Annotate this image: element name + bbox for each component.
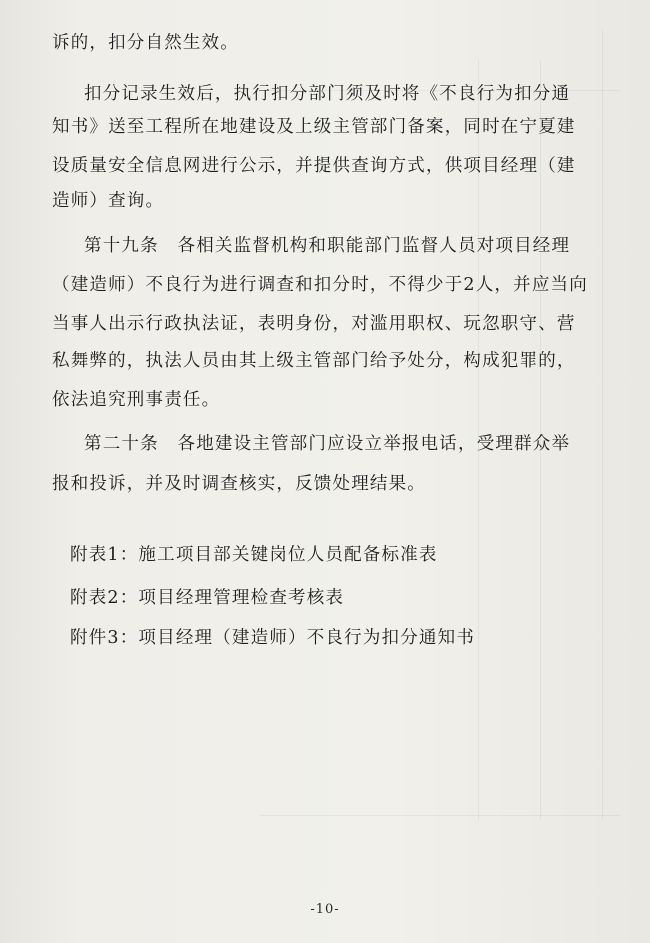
article-20-line: 第二十条 各地建设主管部门应设立举报电话，受理群众举 [84,434,571,454]
paragraph-line: 知书》送至工程所在地建设及上级主管部门备案，同时在宁夏建 [52,117,576,137]
article-20-line: 报和投诉，并及时调查核实，反馈处理结果。 [52,474,426,494]
article-19-line: 依法追究刑事责任。 [52,390,221,410]
paragraph-line: 扣分记录生效后，执行扣分部门须及时将《不良行为扣分通 [84,84,571,104]
bleed-through-line [602,30,603,820]
paragraph-line: 诉的，扣分自然生效。 [52,33,239,53]
article-19-line: 第十九条 各相关监督机构和职能部门监督人员对项目经理 [84,236,571,256]
paragraph-line: 造师）查询。 [52,191,165,211]
bleed-through-line [260,815,620,816]
attachment-item: 附表1：施工项目部关键岗位人员配备标准表 [70,545,438,565]
attachment-item: 附表2：项目经理管理检查考核表 [70,588,345,608]
attachment-item: 附件3：项目经理（建造师）不良行为扣分通知书 [70,628,476,648]
page-number: -10- [310,902,340,917]
article-19-line: 私舞弊的，执法人员由其上级主管部门给予处分，构成犯罪的， [52,351,576,371]
article-19-line: 当事人出示行政执法证，表明身份，对滥用职权、玩忽职守、营 [52,314,576,334]
paragraph-line: 设质量安全信息网进行公示，并提供查询方式，供项目经理（建 [52,156,576,176]
article-19-line: （建造师）不良行为进行调查和扣分时，不得少于2人，并应当向 [52,275,588,295]
